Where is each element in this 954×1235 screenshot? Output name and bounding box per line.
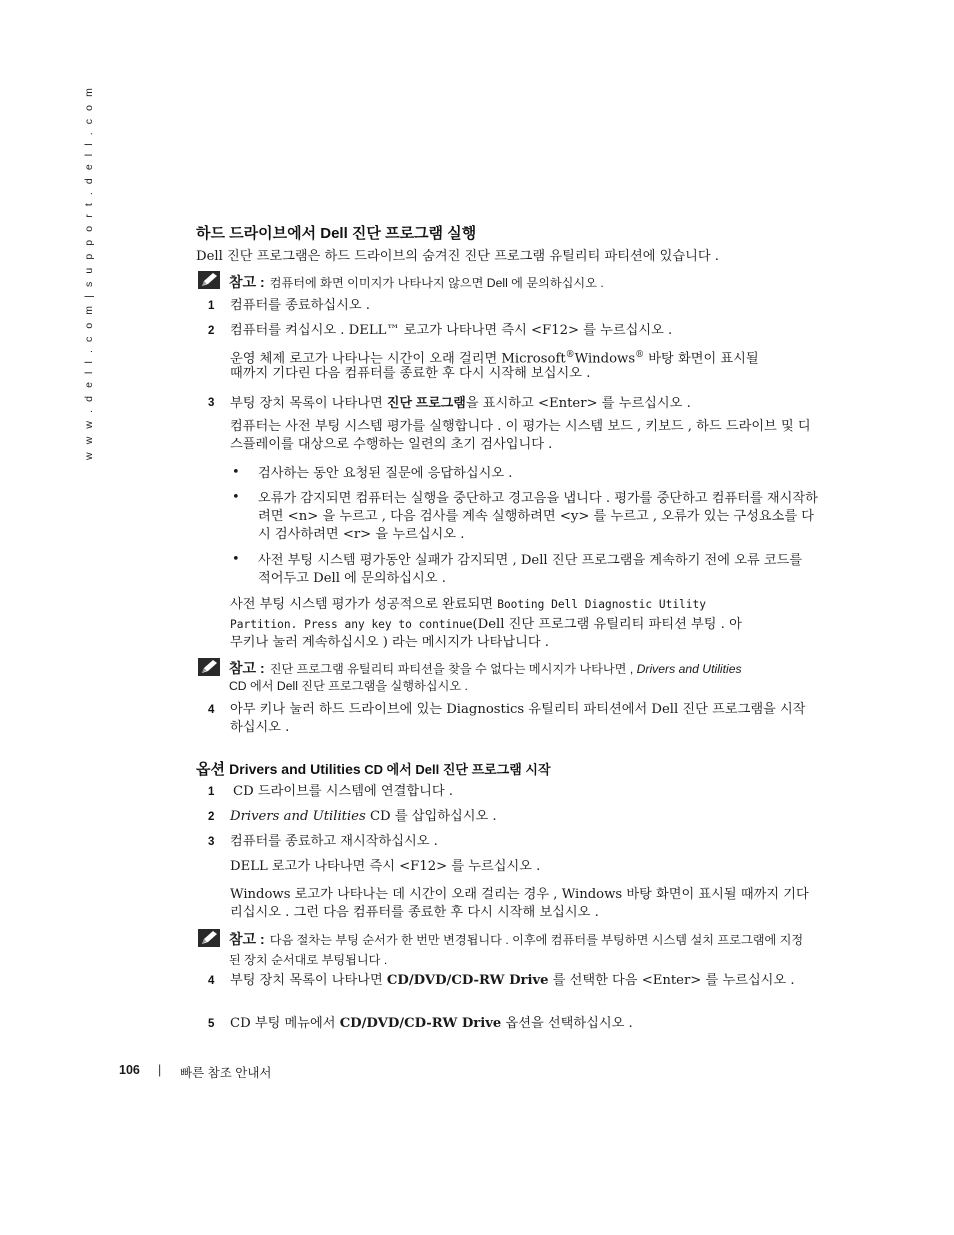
note-3: [229, 929, 814, 969]
step-number: 5: [208, 1018, 215, 1030]
note-1: [229, 272, 819, 292]
step-2-text: [230, 808, 497, 826]
note-text: 다음 절차는 부팅 순서가 한 번만 변경됩니다 . 이후에 컴퓨터를 부팅하면 시스템 설치 프로그램에 지정된 장치 순서대로 부팅됩니다 .: [229, 933, 804, 967]
bullet-item: 검사하는 동안 요청된 질문에 응답하십시오 .: [258, 466, 513, 481]
step-4-bold: CD/DVD/CD-RW Drive: [386, 973, 549, 988]
step-number: 3: [208, 397, 215, 409]
success-line-3: 무키나 눌러 계속하십시오 ) 라는 메시지가 나타납니다 .: [230, 635, 549, 650]
step-5-bold: CD/DVD/CD-RW Drive: [339, 1016, 502, 1031]
note-label: 참고 :: [229, 660, 265, 676]
step-4-part: 부팅 장치 목록이 나타나면: [230, 973, 387, 988]
step-3-bold: 진단 프로그램: [386, 395, 466, 410]
note-italic: Drivers and Utilities: [636, 662, 742, 676]
step-3-paragraph: 컴퓨터는 사전 부팅 시스템 평가를 실행합니다 . 이 평가는 시스템 보드 , 키보드 , 하드 드라이브 및 디스플레이를 대상으로 수행하는 일련의 초기 검사입니다 .: [230, 419, 811, 452]
step-number: 1: [208, 300, 215, 312]
step-2-part: CD 를 삽입하십시오 .: [365, 809, 497, 824]
step-4-text: [230, 972, 818, 990]
step-3-part: 을 표시하고 <Enter> 를 누르십시오 .: [465, 396, 691, 411]
step-5-part: 옵션을 선택하십시오 .: [501, 1016, 633, 1031]
success-line-1: [230, 596, 820, 614]
step-5-part: CD 부팅 메뉴에서: [230, 1016, 340, 1031]
step-3-paragraph-1: DELL 로고가 나타나면 즉시 <F12> 를 누르십시오 .: [230, 859, 541, 874]
bullet-mark: •: [232, 465, 240, 480]
bullet-mark: •: [232, 490, 240, 505]
step-2-text: 컴퓨터를 켜십시오 . DELL™ 로고가 나타나면 즉시 <F12> 를 누르십시오 .: [230, 323, 673, 338]
note-pencil-icon: [198, 929, 220, 947]
note-label: 참고 :: [229, 274, 265, 290]
heading-part: CD 에서 Dell 진단 프로그램 시작: [360, 762, 551, 777]
step-2-para-part: Windows: [574, 351, 636, 367]
step-3-text: 컴퓨터를 종료하고 재시작하십시오 .: [230, 834, 438, 849]
step-3-text: [230, 394, 691, 413]
note-text: 진단 프로그램 유틸리티 파티션을 찾을 수 없다는 메시지가 나타나면 ,: [269, 662, 637, 676]
page-footer: [0, 1063, 954, 1081]
step-1-text: CD 드라이브를 시스템에 연결합니다 .: [233, 784, 453, 799]
step-4-text: 아무 키나 눌러 하드 드라이브에 있는 Diagnostics 유틸리티 파티션에서 Dell 진단 프로그램을 시작하십시오 .: [230, 702, 806, 735]
note-pencil-icon: [198, 658, 220, 676]
step-1-text: 컴퓨터를 종료하십시오 .: [230, 298, 370, 313]
sidebar-url-text: w w w . d e l l . c o m | s u p p o r t . d e l l . c o m: [83, 85, 95, 460]
note-pencil-icon: [198, 271, 220, 289]
success-part: 사전 부팅 시스템 평가가 성공적으로 완료되면: [230, 597, 498, 612]
console-message: Partition. Press any key to continue: [230, 618, 473, 631]
step-number: 3: [208, 836, 215, 848]
step-2-paragraph-line2: 때까지 기다린 다음 컴퓨터를 종료한 후 다시 시작해 보십시오 .: [230, 366, 591, 381]
footer-separator: |: [158, 1063, 162, 1077]
console-message: Booting Dell Diagnostic Utility: [497, 598, 707, 611]
bullet-item: 사전 부팅 시스템 평가동안 실패가 감지되면 , Dell 진단 프로그램을 계속하기 전에 오류 코드를 적어두고 Dell 에 문의하십시오 .: [258, 553, 803, 586]
note-label: 참고 :: [229, 931, 265, 947]
registered-mark: ®: [565, 350, 575, 360]
section-heading-cd-diagnostics: [196, 758, 551, 779]
note-2-line2: CD 에서 Dell 진단 프로그램을 실행하십시오 .: [229, 679, 468, 693]
success-line-2: [230, 616, 820, 634]
step-3-part: 부팅 장치 목록이 나타나면: [230, 396, 387, 411]
heading-part: Drivers and Utilities: [229, 761, 361, 777]
step-number: 4: [208, 704, 215, 716]
step-number: 2: [208, 325, 215, 337]
bullet-mark: •: [232, 552, 240, 567]
step-2-italic: Drivers and Utilities: [230, 809, 366, 824]
note-2: [229, 658, 819, 678]
step-2-para-part: 운영 체제 로고가 나타나는 시간이 오래 걸리면 Microsoft: [230, 351, 566, 367]
step-3-paragraph-2: Windows 로고가 나타나는 데 시간이 오래 걸리는 경우 , Windows 바탕 화면이 표시될 때까지 기다리십시오 . 그런 다음 컴퓨터를 종료한 후 다시 시작해 보십시오 .: [230, 887, 809, 920]
page-number: 106: [119, 1063, 140, 1077]
step-number: 1: [208, 786, 215, 798]
note-text: 컴퓨터에 화면 이미지가 나타나지 않으면 Dell 에 문의하십시오 .: [269, 276, 604, 290]
sidebar-url: [83, 85, 97, 460]
success-part: (Dell 진단 프로그램 유틸리티 파티션 부팅 . 아: [472, 617, 742, 632]
step-number: 4: [208, 975, 215, 987]
heading-part: 옵션: [196, 761, 230, 778]
step-2-para-part: 바탕 화면이 표시될: [644, 351, 759, 367]
bullet-item: 오류가 감지되면 컴퓨터는 실행을 중단하고 경고음을 냅니다 . 평가를 중단하고 컴퓨터를 재시작하려면 <n> 을 누르고 , 다음 검사를 계속 실행하려면 <y> 를 누르고 , 오류가 있는 구성요소를 다시 검사하려면 <r> 을 누르십시오 .: [258, 491, 818, 542]
footer-title: 빠른 참조 안내서: [180, 1066, 272, 1080]
step-number: 2: [208, 811, 215, 823]
section-heading-run-diagnostics: 하드 드라이브에서 Dell 진단 프로그램 실행: [196, 225, 477, 242]
step-5-text: [230, 1015, 633, 1033]
step-4-part: 를 선택한 다음 <Enter> 를 누르십시오 .: [548, 973, 795, 988]
intro-paragraph: Dell 진단 프로그램은 하드 드라이브의 숨겨진 진단 프로그램 유틸리티 파티션에 있습니다 .: [196, 249, 719, 264]
registered-mark: ®: [635, 350, 645, 360]
